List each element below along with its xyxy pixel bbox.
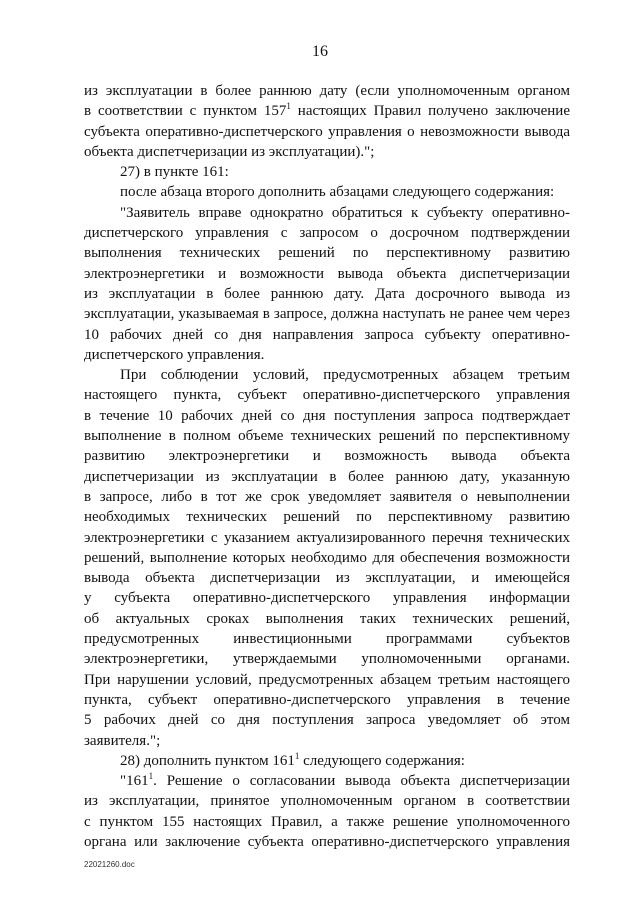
- text-line: в запросе, либо в тот же срок уведомляет заявителя о невыполнении: [84, 488, 570, 505]
- paragraph: [84, 182, 570, 202]
- text-line: предусмотренных инвестиционными программами субъектов: [84, 631, 570, 648]
- text-line: вывода объекта диспетчеризации из эксплуатации, и имеющейся: [84, 570, 570, 587]
- text-line: выполнения технических решений по перспективному развитию: [84, 245, 570, 262]
- text-line: субъекта оперативно-диспетчерского управления о невозможности вывода: [84, 123, 570, 140]
- text-line: объекта диспетчеризации из эксплуатации).";: [84, 143, 375, 160]
- text-line: пункта, субъект оперативно-диспетчерского управления в течение: [84, 691, 570, 708]
- text-line: развитию электроэнергетики и возможность вывода объекта: [84, 448, 570, 465]
- paragraph: [84, 365, 570, 751]
- text-line: диспетчерского управления с запросом о досрочном подтверждении: [84, 225, 570, 242]
- text-line: При нарушении условий, предусмотренных абзацем третьим настоящего: [84, 671, 570, 688]
- paragraph: [84, 162, 570, 182]
- text-line: диспетчеризации из эксплуатации в более раннюю дату, указанную: [84, 468, 570, 485]
- text-line: 5 рабочих дней со дня поступления запроса уведомляет об этом: [84, 712, 570, 729]
- text-line: из эксплуатации, принятое уполномоченным органом в соответствии: [84, 793, 570, 810]
- text-line: диспетчерского управления.: [84, 346, 265, 363]
- text-line: электроэнергетики, утверждаемыми уполномоченными органами.: [84, 651, 570, 668]
- paragraph: [84, 81, 570, 162]
- text-line: 28) дополнить пунктом $161^1$ следующего содержания:: [120, 750, 465, 769]
- text-line: решений, выполнение которых необходимо для обеспечения возможности: [84, 549, 570, 566]
- text-line: после абзаца второго дополнить абзацами следующего содержания:: [120, 184, 555, 201]
- text-line: заявителя.";: [84, 732, 161, 749]
- text-line: 27) в пункте 161:: [120, 164, 229, 181]
- text-line: электроэнергетики и возможности вывода объекта диспетчеризации: [84, 265, 570, 282]
- text-line: необходимых технических решений по перспективному развитию: [84, 509, 570, 526]
- text-line: настоящего пункта, субъект оперативно-диспетчерского управления: [84, 387, 570, 404]
- page-number: 16: [312, 43, 328, 60]
- document-body: [84, 81, 570, 852]
- text-line: с пунктом 155 настоящих Правил, а также решение уполномоченного: [84, 813, 570, 830]
- text-line: у субъекта оперативно-диспетчерского управления информации: [84, 590, 570, 607]
- text-line: эксплуатации, указываемая в запросе, должна наступать не ранее чем через: [84, 306, 570, 323]
- paragraph: [84, 771, 570, 852]
- text-line: в соответствии с пунктом $157^1$ настоящих Правил получено заключение: [84, 101, 570, 120]
- file-name-footer: 22021260.doc: [84, 860, 135, 869]
- paragraph: [84, 751, 570, 771]
- text-line: 10 рабочих дней со дня направления запроса субъекту оперативно-: [84, 326, 570, 343]
- text-line: об актуальных сроках выполнения таких технических решений,: [84, 610, 570, 627]
- text-line: в течение 10 рабочих дней со дня поступления запроса подтверждает: [84, 407, 570, 424]
- text-line: из эксплуатации в более раннюю дату. Дата досрочного вывода из: [84, 285, 570, 302]
- text-line: "Заявитель вправе однократно обратиться к субъекту оперативно-: [120, 204, 570, 221]
- text-line: выполнение в полном объеме технических решений по перспективному: [84, 428, 570, 445]
- paragraph: [84, 203, 570, 365]
- text-line: При соблюдении условий, предусмотренных абзацем третьим: [120, 367, 570, 384]
- text-line: органа или заключение субъекта оперативно-диспетчерского управления: [84, 833, 570, 850]
- text-line: электроэнергетики с указанием актуализированного перечня технических: [84, 529, 570, 546]
- text-line: из эксплуатации в более раннюю дату (если уполномоченным органом: [84, 83, 570, 99]
- text-line: "$161^1$. Решение о согласовании вывода объекта диспетчеризации: [120, 771, 570, 790]
